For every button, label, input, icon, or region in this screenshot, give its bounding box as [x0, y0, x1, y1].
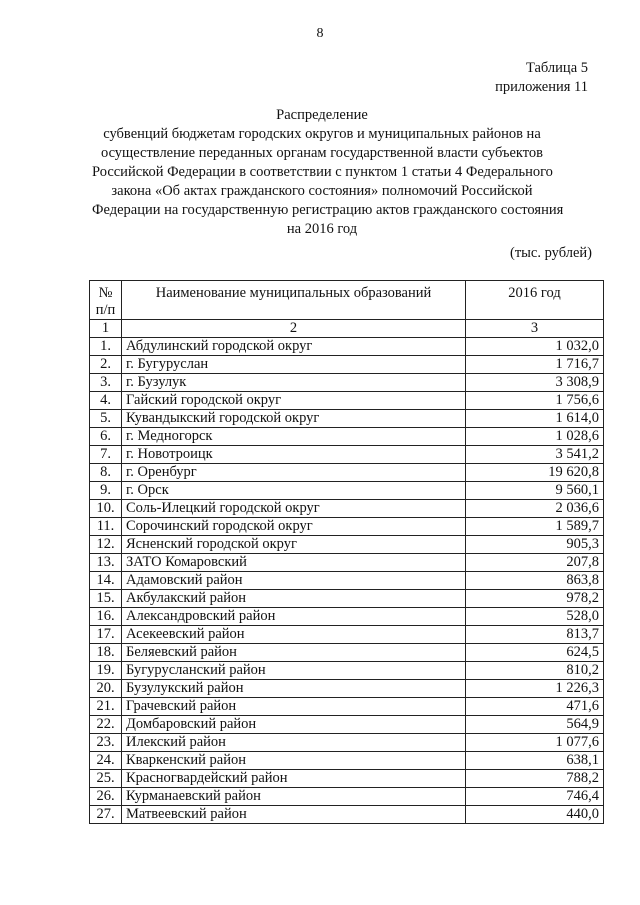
column-index: 3 — [466, 320, 604, 338]
table-row — [90, 662, 604, 680]
column-header-amount: 2016 год — [466, 281, 604, 320]
subsidy-amount: 746,4 — [466, 788, 604, 806]
row-number: 19. — [90, 662, 122, 680]
row-number: 6. — [90, 428, 122, 446]
table-row — [90, 644, 604, 662]
subsidy-amount: 788,2 — [466, 770, 604, 788]
subsidy-amount: 3 541,2 — [466, 446, 604, 464]
table-row — [90, 680, 604, 698]
column-header-name: Наименование муниципальных образований — [122, 281, 466, 320]
table-body — [90, 338, 604, 824]
row-number: 2. — [90, 356, 122, 374]
column-header-number — [90, 281, 122, 320]
table-row — [90, 428, 604, 446]
subsidy-amount: 905,3 — [466, 536, 604, 554]
subsidy-amount: 1 614,0 — [466, 410, 604, 428]
row-number: 12. — [90, 536, 122, 554]
row-number: 27. — [90, 806, 122, 824]
table-row — [90, 716, 604, 734]
subsidy-amount: 564,9 — [466, 716, 604, 734]
municipality-name: г. Бугуруслан — [122, 356, 466, 374]
table-row — [90, 608, 604, 626]
municipality-name: Абдулинский городской округ — [122, 338, 466, 356]
municipality-name: Адамовский район — [122, 572, 466, 590]
row-number: 20. — [90, 680, 122, 698]
title-line: Распределение — [276, 107, 368, 123]
table-reference — [495, 59, 588, 97]
subsidy-amount: 1 756,6 — [466, 392, 604, 410]
row-number: 16. — [90, 608, 122, 626]
title-line: субвенций бюджетам городских округов и муниципальных районов на — [103, 126, 541, 142]
row-number: 14. — [90, 572, 122, 590]
subsidy-amount: 528,0 — [466, 608, 604, 626]
municipality-name: Беляевский район — [122, 644, 466, 662]
column-index: 1 — [90, 320, 122, 338]
municipality-name: Курманаевский район — [122, 788, 466, 806]
row-number: 7. — [90, 446, 122, 464]
table-row — [90, 482, 604, 500]
table-ref-line: Таблица 5 — [525, 60, 588, 76]
table-row — [90, 572, 604, 590]
row-number: 15. — [90, 590, 122, 608]
municipality-name: Бугурусланский район — [122, 662, 466, 680]
municipality-name: г. Орск — [122, 482, 466, 500]
table-ref-line: приложения 11 — [495, 79, 588, 95]
municipality-name: Сорочинский городской округ — [122, 518, 466, 536]
municipality-name: Акбулакский район — [122, 590, 466, 608]
municipality-name: Асекеевский район — [122, 626, 466, 644]
row-number: 1. — [90, 338, 122, 356]
row-number: 24. — [90, 752, 122, 770]
table-row — [90, 446, 604, 464]
table-row — [90, 338, 604, 356]
subsidy-amount: 813,7 — [466, 626, 604, 644]
municipality-name: г. Оренбург — [122, 464, 466, 482]
subsidy-amount: 624,5 — [466, 644, 604, 662]
row-number: 21. — [90, 698, 122, 716]
document-title — [92, 106, 564, 239]
row-number: 3. — [90, 374, 122, 392]
subsidy-amount: 440,0 — [466, 806, 604, 824]
table-row — [90, 536, 604, 554]
row-number: 18. — [90, 644, 122, 662]
budget-table — [89, 280, 604, 824]
table-row — [90, 374, 604, 392]
municipality-name: Красногвардейский район — [122, 770, 466, 788]
municipality-name: Домбаровский район — [122, 716, 466, 734]
table-row — [90, 788, 604, 806]
subsidy-amount: 810,2 — [466, 662, 604, 680]
table-row — [90, 752, 604, 770]
table-row — [90, 734, 604, 752]
table-row — [90, 554, 604, 572]
table-row — [90, 590, 604, 608]
subsidy-amount: 1 716,7 — [466, 356, 604, 374]
units-label: (тыс. рублей) — [510, 245, 592, 261]
page-number: 8 — [316, 26, 324, 41]
table-row — [90, 464, 604, 482]
municipality-name: Ясненский городской округ — [122, 536, 466, 554]
municipality-name: г. Медногорск — [122, 428, 466, 446]
title-line: закона «Об актах гражданского состояния» полномочий Российской — [111, 183, 533, 199]
municipality-name: Александровский район — [122, 608, 466, 626]
municipality-name: Илекский район — [122, 734, 466, 752]
table-row — [90, 410, 604, 428]
subsidy-amount: 1 226,3 — [466, 680, 604, 698]
municipality-name: г. Новотроицк — [122, 446, 466, 464]
subsidy-amount: 9 560,1 — [466, 482, 604, 500]
subsidy-amount: 863,8 — [466, 572, 604, 590]
subsidy-amount: 1 077,6 — [466, 734, 604, 752]
row-number: 26. — [90, 788, 122, 806]
table-row — [90, 500, 604, 518]
row-number: 5. — [90, 410, 122, 428]
subsidy-amount: 1 028,6 — [466, 428, 604, 446]
column-index: 2 — [122, 320, 466, 338]
subsidy-amount: 978,2 — [466, 590, 604, 608]
row-number: 10. — [90, 500, 122, 518]
municipality-name: ЗАТО Комаровский — [122, 554, 466, 572]
header-num-line: № — [98, 285, 113, 301]
title-line: на 2016 год — [286, 221, 358, 237]
row-number: 11. — [90, 518, 122, 536]
subsidy-amount: 19 620,8 — [466, 464, 604, 482]
header-num-line: п/п — [95, 302, 116, 318]
municipality-name: Гайский городской округ — [122, 392, 466, 410]
row-number: 25. — [90, 770, 122, 788]
table-row — [90, 698, 604, 716]
title-line: осуществление переданных органам государственной власти субъектов — [100, 145, 544, 161]
table-row — [90, 518, 604, 536]
subsidy-amount: 3 308,9 — [466, 374, 604, 392]
subsidy-amount: 638,1 — [466, 752, 604, 770]
municipality-name: Бузулукский район — [122, 680, 466, 698]
row-number: 22. — [90, 716, 122, 734]
table-row — [90, 626, 604, 644]
subsidy-amount: 1 589,7 — [466, 518, 604, 536]
title-line: Федерации на государственную регистрацию актов гражданского состояния — [92, 202, 564, 218]
table-row — [90, 806, 604, 824]
municipality-name: Соль-Илецкий городской округ — [122, 500, 466, 518]
table-row — [90, 770, 604, 788]
municipality-name: Кувандыкский городской округ — [122, 410, 466, 428]
column-index-row — [90, 320, 604, 338]
table-header-row — [90, 281, 604, 320]
municipality-name: г. Бузулук — [122, 374, 466, 392]
municipality-name: Грачевский район — [122, 698, 466, 716]
subsidy-amount: 471,6 — [466, 698, 604, 716]
table-row — [90, 392, 604, 410]
title-line: Российской Федерации в соответствии с пунктом 1 статьи 4 Федерального — [92, 164, 553, 180]
row-number: 9. — [90, 482, 122, 500]
municipality-name: Матвеевский район — [122, 806, 466, 824]
subsidy-amount: 1 032,0 — [466, 338, 604, 356]
row-number: 8. — [90, 464, 122, 482]
municipality-name: Кваркенский район — [122, 752, 466, 770]
row-number: 23. — [90, 734, 122, 752]
row-number: 13. — [90, 554, 122, 572]
subsidy-amount: 207,8 — [466, 554, 604, 572]
subsidy-amount: 2 036,6 — [466, 500, 604, 518]
row-number: 17. — [90, 626, 122, 644]
row-number: 4. — [90, 392, 122, 410]
table-row — [90, 356, 604, 374]
